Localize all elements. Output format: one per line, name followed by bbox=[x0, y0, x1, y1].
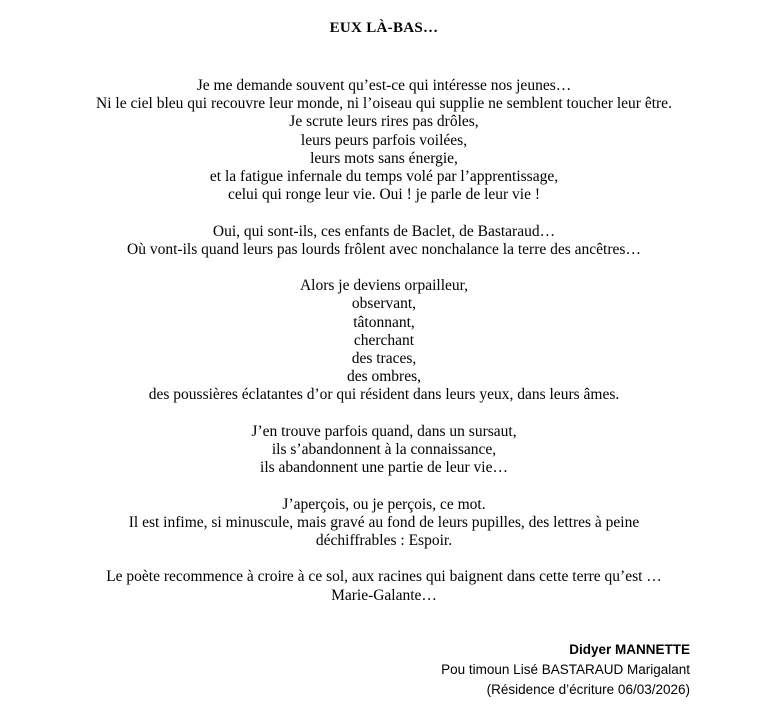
poem-line: leurs mots sans énergie, bbox=[310, 149, 458, 167]
stanza bbox=[0, 277, 768, 404]
stanza bbox=[0, 423, 768, 478]
poem-line: ils s’abandonnent à la connaissance, bbox=[271, 441, 497, 459]
poem-body bbox=[0, 77, 768, 623]
poem-line: cherchant bbox=[353, 331, 415, 349]
poem-line: des poussières éclatantes d’or qui résident dans leurs yeux, dans leurs âmes. bbox=[148, 386, 620, 404]
poem-line: Le poète recommence à croire à ce sol, aux racines qui baignent dans cette terre qu’est … bbox=[106, 568, 662, 586]
poem-line: Oui, qui sont-ils, ces enfants de Baclet, de Bastaraud… bbox=[212, 222, 556, 240]
signature-block bbox=[441, 640, 690, 700]
poem-line: Marie-Galante… bbox=[331, 586, 437, 604]
poem-line: tâtonnant, bbox=[353, 313, 415, 331]
poem-line: des ombres, bbox=[346, 368, 422, 386]
dedication-line: Pou timoun Lisé BASTARAUD Marigalant bbox=[441, 662, 690, 677]
stanza bbox=[0, 568, 768, 604]
poem-line: celui qui ronge leur vie. Oui ! je parle de leur vie ! bbox=[227, 186, 541, 204]
residence-line: (Résidence d’écriture 06/03/2026) bbox=[486, 682, 690, 697]
poem-line: observant, bbox=[351, 295, 417, 313]
poem-line: Où vont-ils quand leurs pas lourds frôlent avec nonchalance la terre des ancêtres… bbox=[127, 240, 641, 258]
author-name: Didyer MANNETTE bbox=[569, 642, 690, 657]
poem-line: Alors je deviens orpailleur, bbox=[299, 277, 469, 295]
stanza bbox=[0, 223, 768, 259]
poem-line: déchiffrables : Espoir. bbox=[315, 532, 453, 550]
stanza bbox=[0, 496, 768, 551]
poem-line: Je scrute leurs rires pas drôles, bbox=[289, 113, 479, 131]
poem-line: des traces, bbox=[351, 350, 417, 368]
poem-line: et la fatigue infernale du temps volé par l’apprentissage, bbox=[209, 168, 559, 186]
poem-line: ils abandonnent une partie de leur vie… bbox=[260, 459, 508, 477]
poem-line: J’en trouve parfois quand, dans un sursaut, bbox=[251, 422, 517, 440]
poem-line: Je me demande souvent qu’est-ce qui intéresse nos jeunes… bbox=[196, 77, 572, 94]
poem-line: J’aperçois, ou je perçois, ce mot. bbox=[282, 495, 486, 513]
stanza bbox=[0, 77, 768, 204]
poem-line: Il est infime, si minuscule, mais gravé au fond de leurs pupilles, des lettres à peine bbox=[128, 513, 640, 531]
poem-title: EUX LÀ-BAS… bbox=[329, 20, 439, 36]
poem-line: leurs peurs parfois voilées, bbox=[300, 131, 468, 149]
poem-line: Ni le ciel bleu qui recouvre leur monde, ni l’oiseau qui supplie ne semblent toucher leur être. bbox=[96, 95, 672, 113]
